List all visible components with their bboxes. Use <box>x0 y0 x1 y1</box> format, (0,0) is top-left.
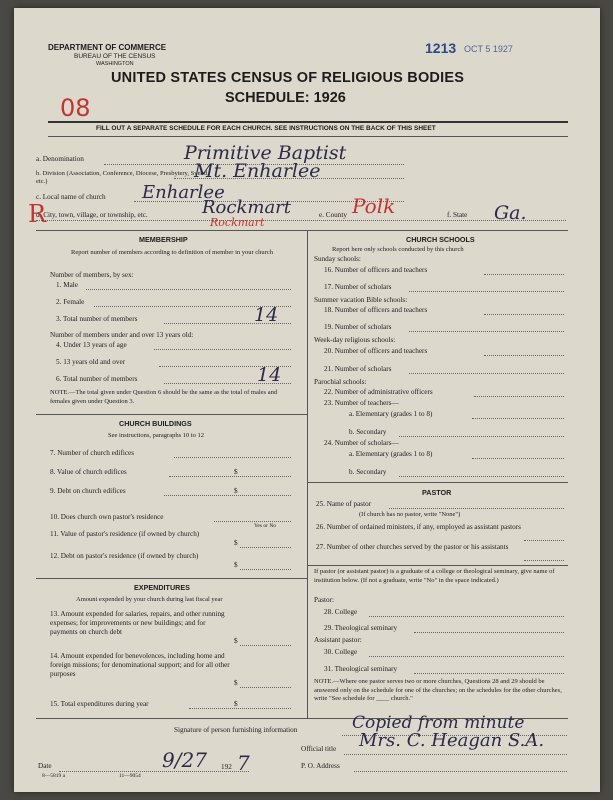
state-label: f. State <box>447 211 468 219</box>
schedule-title: SCHEDULE: 1926 <box>225 90 346 106</box>
q1-label: 1. Male <box>56 281 78 289</box>
fill-line <box>484 355 564 356</box>
divider <box>36 578 307 579</box>
dollar-sign: $ <box>234 679 238 687</box>
expenditures-intro: Amount expended by your church during last fiscal year <box>76 596 223 603</box>
q27-label: 27. Number of other churches served by the pastor or his assistants <box>316 543 509 551</box>
q4-label: 4. Under 13 years of age <box>56 341 127 349</box>
q16-label: 16. Number of officers and teachers <box>324 266 428 274</box>
fill-line <box>472 458 564 459</box>
q18-label: 18. Number of officers and teachers <box>324 306 428 314</box>
margin-mark: 08 <box>60 94 91 122</box>
expenditures-heading: EXPENDITURES <box>134 583 190 592</box>
divider <box>36 414 307 415</box>
city-value: Rockmart <box>202 197 292 218</box>
denomination-label: a. Denomination <box>36 155 84 163</box>
bureau-label: BUREAU OF THE CENSUS <box>74 53 156 60</box>
year-prefix: 192 <box>221 763 232 771</box>
date-value: 9/27 <box>162 748 207 772</box>
city-label: WASHINGTON <box>96 61 134 67</box>
stamp-number: 1213 <box>425 40 457 56</box>
fill-line <box>484 274 564 275</box>
q10-label: 10. Does church own pastor's residence <box>50 513 164 521</box>
pastor-heading: PASTOR <box>422 488 452 497</box>
fill-line <box>369 656 564 657</box>
q24-label: 24. Number of scholars— <box>324 439 399 447</box>
county-label: e. County <box>319 211 347 219</box>
form-code: 8—5819 a <box>42 773 66 779</box>
membership-intro: Report number of members according to definition of member in your church <box>71 249 273 256</box>
divider <box>48 136 568 137</box>
local-name-label: c. Local name of church <box>36 193 106 201</box>
q25-note: (If church has no pastor, write "None") <box>359 511 461 518</box>
divider <box>307 565 568 566</box>
form-title: UNITED STATES CENSUS OF RELIGIOUS BODIES <box>111 70 465 86</box>
fill-line <box>240 687 291 688</box>
dollar-sign: $ <box>234 539 238 547</box>
column-divider <box>307 230 308 718</box>
fill-line <box>399 476 564 477</box>
dollar-sign: $ <box>234 561 238 569</box>
division-value: Mt. Enharlee <box>194 160 321 182</box>
dollar-sign: $ <box>234 637 238 645</box>
fill-line <box>164 495 291 496</box>
po-address-label: P. O. Address <box>301 762 340 770</box>
q26-label: 26. Number of ordained ministers, if any, employed as assistant pastors <box>316 523 521 531</box>
instructions: FILL OUT A SEPARATE SCHEDULE FOR EACH CHURCH. SEE INSTRUCTIONS ON THE BACK OF THIS SHEET <box>96 125 436 132</box>
q8-label: 8. Value of church edifices <box>50 468 127 476</box>
fill-line <box>414 632 564 633</box>
divider <box>36 230 568 231</box>
fill-line <box>154 349 291 350</box>
q11-label: 11. Value of pastor's residence (if owned by church) <box>50 530 200 538</box>
local-name-value: Enharlee <box>142 182 225 203</box>
fill-line <box>240 569 291 570</box>
fill-line <box>169 476 291 477</box>
q22-label: 22. Number of administrative officers <box>324 388 433 396</box>
city-label: d. City, town, village, or township, etc. <box>36 211 148 219</box>
fill-line <box>409 331 564 332</box>
fill-line <box>174 457 291 458</box>
divider <box>48 121 568 123</box>
fill-line <box>36 220 566 221</box>
state-value: Ga. <box>494 202 527 224</box>
by-sex-label: Number of members, by sex: <box>50 271 134 279</box>
q19-label: 19. Number of scholars <box>324 323 392 331</box>
fill-line <box>474 396 564 397</box>
fill-line <box>414 673 564 674</box>
fill-line <box>472 418 564 419</box>
stamp-date: OCT 5 1927 <box>464 44 513 54</box>
fill-line <box>484 314 564 315</box>
q24b-label: b. Secondary <box>349 468 387 476</box>
dollar-sign: $ <box>234 700 238 708</box>
census-schedule-document <box>14 8 600 792</box>
fill-line <box>354 771 567 772</box>
weekday-label: Week-day religious schools: <box>314 336 396 344</box>
assistant-sublabel: Assistant pastor: <box>314 636 362 644</box>
q31-label: 31. Theological seminary <box>324 665 398 673</box>
year-digit: 7 <box>237 751 250 775</box>
q6-label: 6. Total number of members <box>56 375 138 383</box>
q9-label: 9. Debt on church edifices <box>50 487 126 495</box>
fill-line <box>214 521 291 522</box>
fill-line <box>240 547 291 548</box>
fill-line <box>240 645 291 646</box>
denomination-value: Primitive Baptist <box>184 142 347 164</box>
county-value: Polk <box>352 194 396 218</box>
q12-label: 12. Debt on pastor's residence (if owned by church) <box>50 552 199 560</box>
fill-line <box>389 508 564 509</box>
division-label: b. Division (Association, Conference, Diocese, Presbytery, Synod, etc.) <box>36 170 209 185</box>
graduate-note: If pastor (or assistant pastor) is a graduate of a college or theological seminary, give name of institution below. (If not a graduate, write "No" in the space indicated.) <box>314 568 555 584</box>
fill-line <box>59 771 249 772</box>
sunday-label: Sunday schools: <box>314 255 361 263</box>
q20-label: 20. Number of officers and teachers <box>324 347 428 355</box>
fill-line <box>189 708 291 709</box>
yes-no-label: Yes or No <box>254 523 277 529</box>
divider <box>307 482 568 483</box>
buildings-sub: See instructions, paragraphs 10 to 12 <box>108 432 205 439</box>
q21-label: 21. Number of scholars <box>324 365 392 373</box>
pastor-note: NOTE.—Where one pastor serves two or more churches, Questions 28 and 29 should be answered only on the schedule for one of the churches; on the schedules for the other churches, write "See schedule for ____ church." <box>314 678 562 702</box>
fill-line <box>344 754 567 755</box>
dollar-sign: $ <box>234 487 238 495</box>
official-title-label: Official title <box>301 745 337 753</box>
summer-label: Summer vacation Bible schools: <box>314 296 408 304</box>
q6-value: 14 <box>257 364 282 386</box>
date-label: Date <box>38 762 52 770</box>
dept-label: DEPARTMENT OF COMMERCE <box>48 43 167 52</box>
q13-label: 13. Amount expended for salaries, repairs, and other running expenses; for improvements or new buildings; and for payments on church debt <box>50 610 225 636</box>
q23a-label: a. Elementary (grades 1 to 8) <box>349 410 433 418</box>
q23b-label: b. Secondary <box>349 428 387 436</box>
fill-line <box>399 436 564 437</box>
red-city-correction: Rockmart <box>210 216 265 229</box>
fill-line <box>86 289 291 290</box>
fill-line <box>409 373 564 374</box>
dollar-sign: $ <box>234 468 238 476</box>
q28-label: 28. College <box>324 608 358 616</box>
q24a-label: a. Elementary (grades 1 to 8) <box>349 450 433 458</box>
by-age-label: Number of members under and over 13 years old: <box>50 331 194 339</box>
fill-line <box>524 540 564 541</box>
buildings-heading: CHURCH BUILDINGS <box>119 419 192 428</box>
membership-note: NOTE.—The total given under Question 6 should be the same as the total of males and females given under Question 3. <box>50 389 278 405</box>
q5-label: 5. 13 years old and over <box>56 358 126 366</box>
fill-line <box>409 291 564 292</box>
q3-label: 3. Total number of members <box>56 315 138 323</box>
q2-label: 2. Female <box>56 298 85 306</box>
signature-value: Copied from minute <box>352 713 525 733</box>
q23-label: 23. Number of teachers— <box>324 399 399 407</box>
q25-label: 25. Name of pastor <box>316 500 372 508</box>
q29-label: 29. Theological seminary <box>324 624 398 632</box>
parochial-label: Parochial schools: <box>314 378 367 386</box>
red-correction-mark: R <box>28 200 47 228</box>
q30-label: 30. College <box>324 648 358 656</box>
signature-label: Signature of person furnishing information <box>174 726 298 734</box>
q17-label: 17. Number of scholars <box>324 283 392 291</box>
schools-intro: Report here only schools conducted by this church <box>332 246 464 253</box>
q14-label: 14. Amount expended for benevolences, including home and foreign missions; for denominational support; and for all other purposes <box>50 652 230 678</box>
schools-heading: CHURCH SCHOOLS <box>406 235 475 244</box>
q3-value: 14 <box>254 304 279 326</box>
q7-label: 7. Number of church edifices <box>50 449 135 457</box>
fill-line <box>369 616 564 617</box>
q15-label: 15. Total expenditures during year <box>50 700 149 708</box>
official-title-value: Mrs. C. Heagan S.A. <box>359 730 545 751</box>
pastor-sublabel: Pastor: <box>314 596 334 604</box>
form-code-2: 11—9054 <box>119 773 141 779</box>
membership-heading: MEMBERSHIP <box>139 235 188 244</box>
fill-line <box>524 560 564 561</box>
